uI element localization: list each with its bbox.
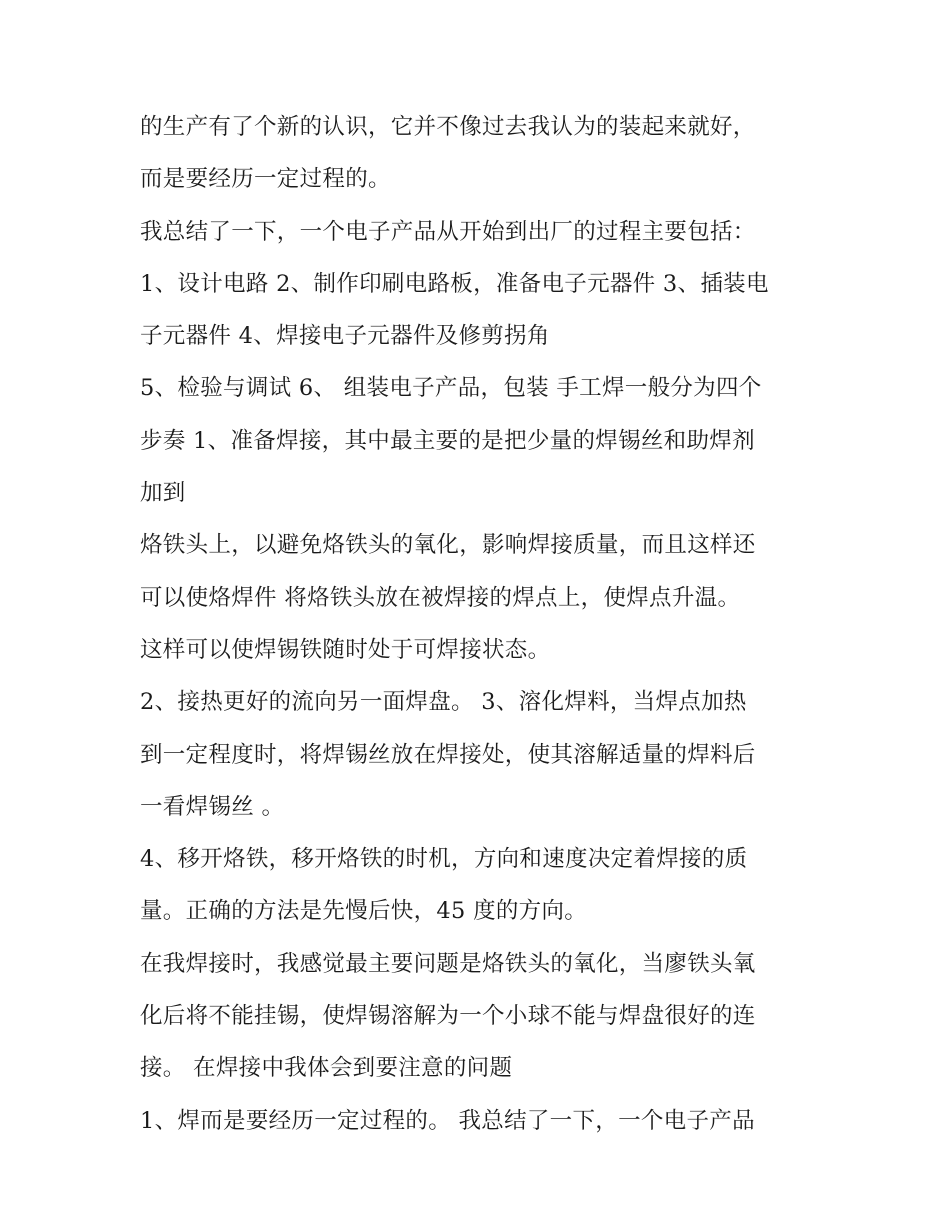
text-line: 步奏 1、准备焊接，其中最主要的是把少量的焊锡丝和助焊剂: [140, 427, 755, 454]
text-line: 到一定程度时，将焊锡丝放在焊接处，使其溶解适量的焊料后: [140, 741, 756, 768]
text-line: 我总结了一下，一个电子产品从开始到出厂的过程主要包括：: [140, 218, 756, 245]
text-line: 的生产有了个新的认识，它并不像过去我认为的装起来就好，: [140, 114, 756, 140]
text-line: 在我焊接时，我感觉最主要问题是烙铁头的氧化，当廖铁头氧: [140, 950, 756, 977]
text-line: 5、检验与调试 6、 组装电子产品，包装 手工焊一般分为四个: [140, 375, 762, 402]
text-line: 可以使烙焊件 将烙铁头放在被焊接的焊点上，使焊点升温。: [140, 584, 741, 611]
body-text: [140, 101, 830, 1147]
text-line: 4、移开烙铁，移开烙铁的时机，方向和速度决定着焊接的质: [140, 846, 748, 873]
text-line: 烙铁头上，以避免烙铁头的氧化，影响焊接质量，而且这样还: [140, 532, 756, 559]
text-line: 加到: [140, 480, 186, 507]
text-line: 这样可以使焊锡铁随时处于可焊接状态。: [140, 636, 551, 663]
text-line: 而是要经历一定过程的。: [140, 166, 391, 193]
text-line: 1、焊而是要经历一定过程的。 我总结了一下，一个电子产品: [140, 1107, 755, 1134]
text-line: 接。 在焊接中我体会到要注意的问题: [140, 1055, 513, 1082]
text-line: 量。正确的方法是先慢后快，45 度的方向。: [140, 898, 588, 925]
text-line: 1、设计电路 2、制作印刷电路板，准备电子元器件 3、插装电: [140, 270, 769, 297]
text-line: 化后将不能挂锡，使焊锡溶解为一个小球不能与焊盘很好的连: [140, 1003, 756, 1030]
text-line: 2、接热更好的流向另一面焊盘。 3、溶化焊料，当焊点加热: [140, 689, 747, 716]
text-line: 子元器件 4、焊接电子元器件及修剪拐角: [140, 323, 550, 350]
text-line: 一看焊锡丝 。: [140, 793, 285, 820]
